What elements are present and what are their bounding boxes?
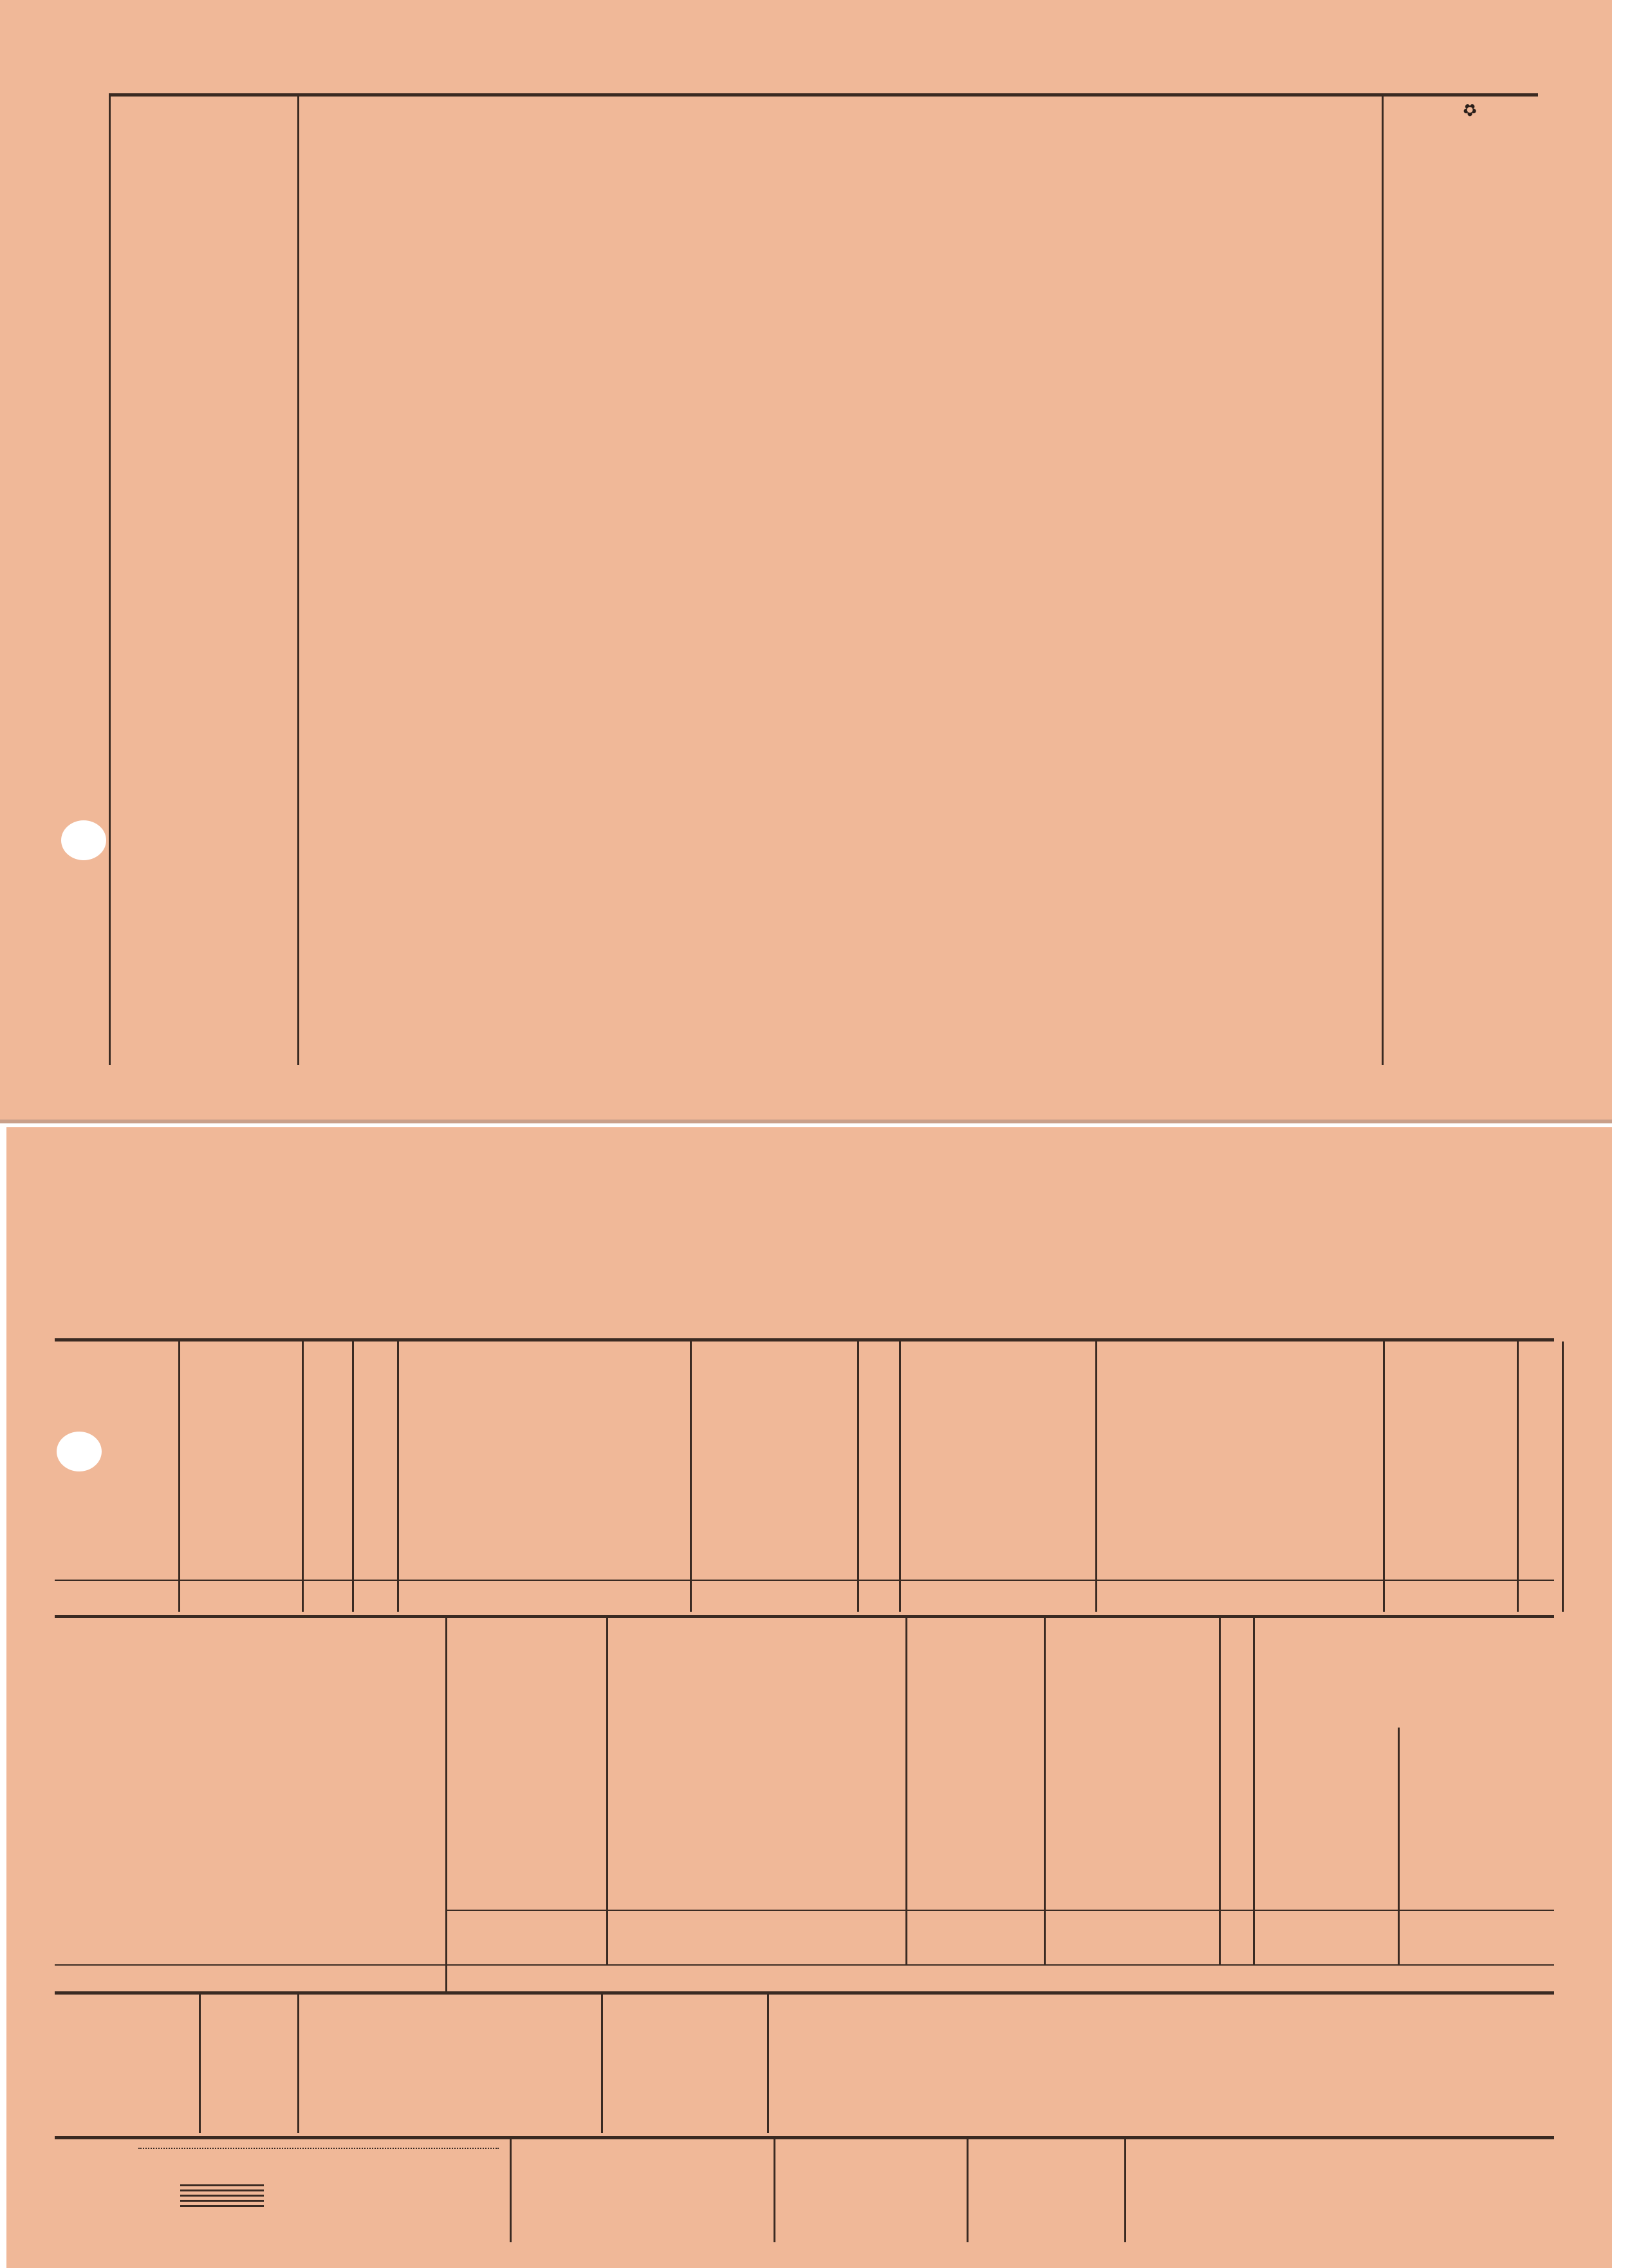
rule-strafen-title: [199, 1995, 201, 2133]
rule-verl-datum-a: [397, 1341, 399, 1612]
rule-charakter-faehig: [774, 2139, 775, 2242]
rule-art-left: [297, 97, 299, 1065]
punch-hole-bottom: [57, 1432, 102, 1471]
rule-am-gegen-a: [1219, 1618, 1221, 1966]
rule-pocken-sonstige: [1398, 1728, 1400, 1966]
rule-datum: [1382, 97, 1384, 1065]
rule-verl-title2: [857, 1341, 859, 1612]
kommandos-card-content: [0, 0, 1612, 1120]
rule-verl-grund-b: [178, 1341, 180, 1612]
rule-faehig-sprach: [967, 2139, 969, 2242]
table-top-rule: [109, 93, 1538, 97]
rule-krankheit-right: [905, 1618, 907, 1966]
rule-strafen-grund: [601, 1995, 603, 2133]
rule-strafen-strafmass: [767, 1995, 769, 2133]
rule-impfungen-bottom: [55, 1615, 1554, 1618]
rule-impf-sub: [447, 1910, 1554, 1911]
nr-bars: [180, 2181, 264, 2207]
rule-verl-header: [55, 1580, 1554, 1581]
rule-am-gegen-b: [1044, 1618, 1046, 1966]
rule-right: [109, 93, 111, 1065]
rule-strafen-datum: [297, 1995, 299, 2133]
rule-verl-title: [1562, 1341, 1564, 1612]
rule-krankheit-left: [606, 1618, 608, 1966]
rule-verl-split: [352, 1341, 354, 1612]
rule-besch-charakter: [510, 2139, 512, 2242]
rule-verl-top: [55, 1338, 1554, 1341]
personal-card-content: [6, 1127, 1612, 2268]
rule-revier-right: [1253, 1618, 1255, 1966]
rule-impf-header: [55, 1964, 1554, 1966]
rule-besch-bottom: [55, 2136, 1554, 2139]
rule-verl-lager-c: [1095, 1341, 1097, 1612]
personal-card: [6, 1127, 1612, 2268]
rule-verl-grund-a: [690, 1341, 692, 1612]
kommandos-card: [0, 0, 1612, 1123]
rule-strafen-bottom: [55, 1991, 1554, 1995]
rule-verl-datum-c: [1517, 1341, 1519, 1612]
punch-hole-top: [61, 820, 106, 860]
lager-dotted-line: [138, 2146, 499, 2149]
rule-verl-title2b: [899, 1341, 901, 1612]
stamp-icon: ✿: [1462, 100, 1477, 119]
rule-verl-grund-c: [1383, 1341, 1385, 1612]
rule-verl-datum-b: [302, 1341, 304, 1612]
rule-impf-erkr: [445, 1618, 447, 1991]
rule-sprach-fuehrung: [1124, 2139, 1126, 2242]
